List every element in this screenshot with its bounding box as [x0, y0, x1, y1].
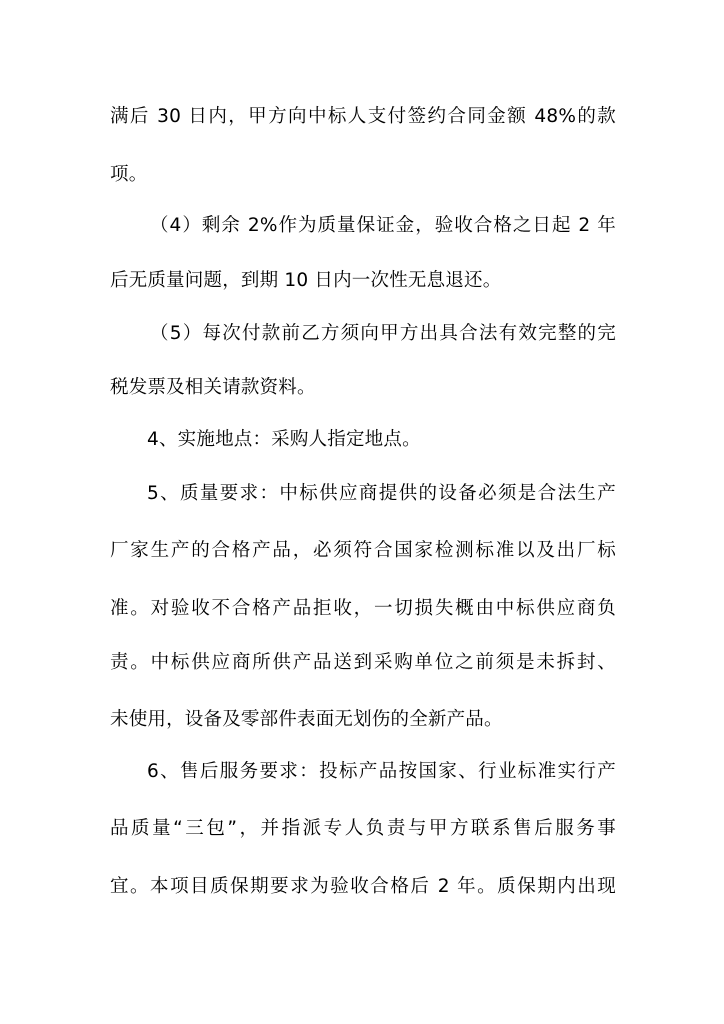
- text-line-12: 未使用，设备及零部件表面无划伤的全新产品。: [110, 709, 503, 730]
- text-line-5: （5）每次付款前乙方须向甲方出具合法有效完整的完: [150, 323, 616, 344]
- text-line-3: （4）剩余 2%作为质量保证金，验收合格之日起 2 年: [150, 215, 616, 236]
- text-line-8: 5、质量要求：中标供应商提供的设备必须是合法生产: [147, 483, 616, 504]
- text-line-9: 厂家生产的合格产品，必须符合国家检测标准以及出厂标: [110, 540, 616, 561]
- text-line-1: 满后 30 日内，甲方向中标人支付签约合同金额 48%的款: [110, 106, 616, 127]
- text-line-7: 4、实施地点：采购人指定地点。: [147, 429, 421, 450]
- text-line-13: 6、售后服务要求：投标产品按国家、行业标准实行产: [147, 761, 616, 782]
- text-line-10: 准。对验收不合格产品拒收，一切损失概由中标供应商负: [110, 598, 616, 619]
- text-line-14: 品质量“三包”，并指派专人负责与甲方联系售后服务事: [110, 818, 616, 839]
- text-line-11: 责。中标供应商所供产品送到采购单位之前须是未拆封、: [110, 652, 616, 673]
- text-line-2: 项。: [110, 164, 148, 185]
- text-line-4: 后无质量问题，到期 10 日内一次性无息退还。: [110, 270, 502, 291]
- text-line-6: 税发票及相关请款资料。: [110, 377, 316, 398]
- text-line-15: 宜。本项目质保期要求为验收合格后 2 年。质保期内出现: [110, 876, 616, 897]
